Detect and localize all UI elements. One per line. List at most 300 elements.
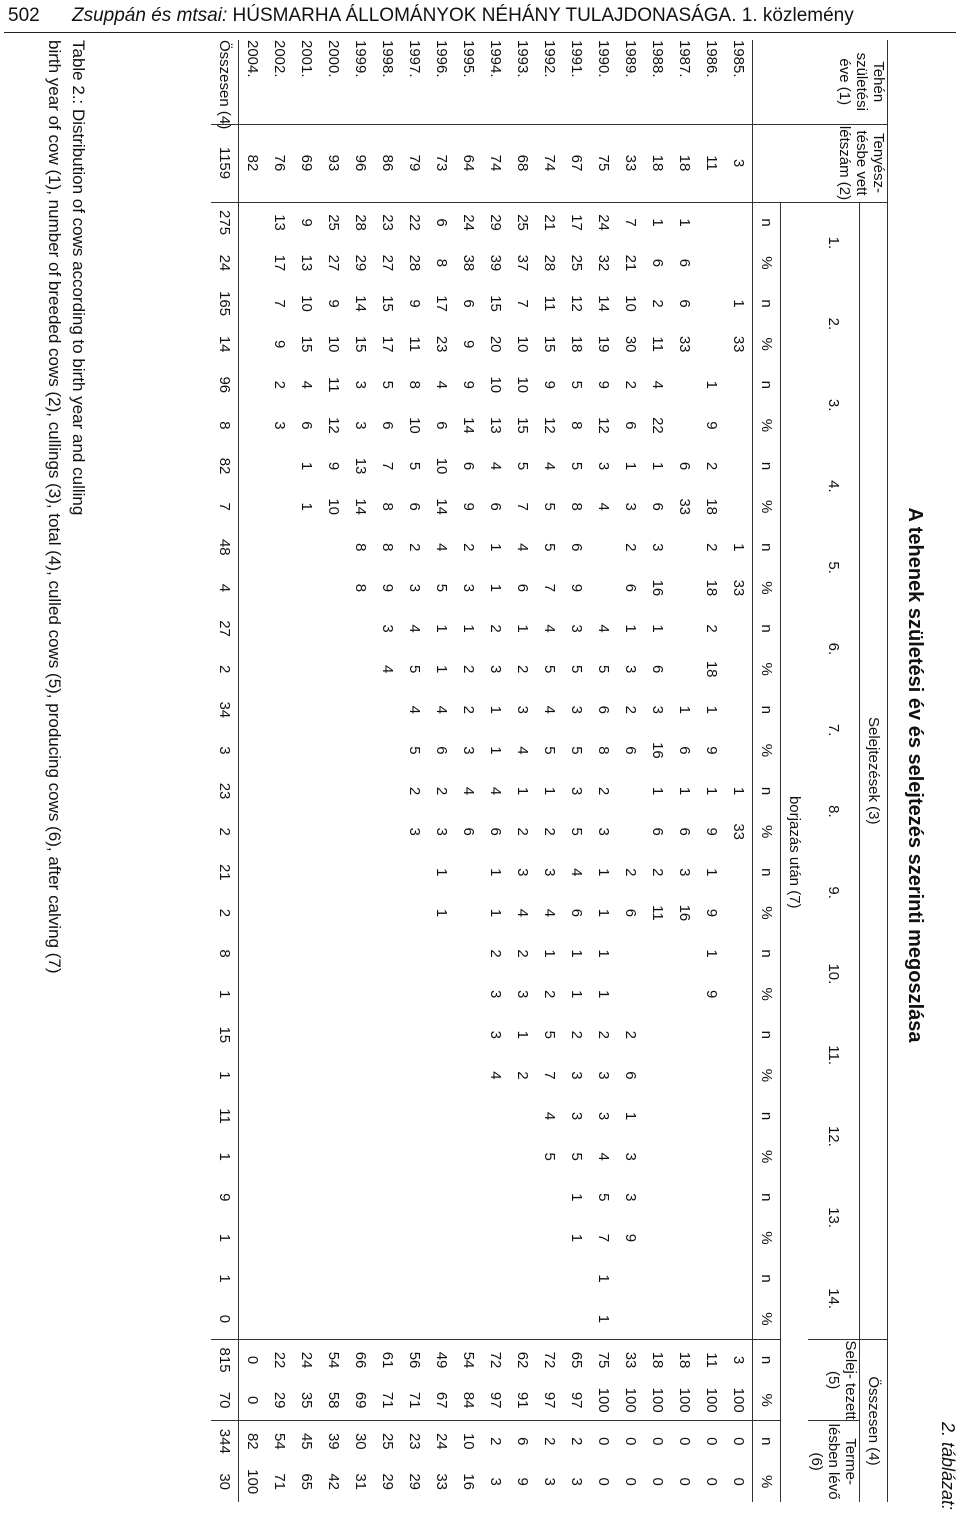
table-cell: [671, 933, 698, 974]
table-cell: 29: [271, 1391, 288, 1409]
table-cell: [725, 649, 753, 690]
table-cell: 6: [676, 827, 693, 836]
table-cell: [671, 527, 698, 568]
table-cell: 4: [541, 705, 558, 714]
table-cell: [320, 1299, 347, 1340]
table-cell: 82: [239, 124, 267, 202]
table-cell: 9: [379, 583, 396, 593]
table-cell: [455, 1177, 482, 1218]
table-cell: 8: [568, 502, 585, 511]
table-cell: 9: [271, 340, 288, 349]
table-cell: 4: [595, 502, 612, 511]
header-pct: %: [753, 243, 781, 284]
table-cell: 2: [568, 1030, 585, 1039]
table-cell: [536, 1177, 563, 1218]
table-cell: 1: [703, 705, 720, 714]
table-cell: [374, 1015, 401, 1056]
header-n: n: [753, 608, 781, 649]
table-cell: 27: [325, 254, 342, 272]
table-cell: 82: [211, 446, 239, 487]
table-cell: 1: [514, 1030, 531, 1039]
table-cell: 4: [541, 1111, 558, 1121]
table-cell: 14: [460, 417, 477, 434]
table-cell: [455, 852, 482, 893]
table-cell: 3: [622, 1193, 639, 1202]
table-cell: 1: [433, 624, 450, 633]
table-cell: 96: [347, 124, 374, 202]
table-cell: 6: [649, 258, 666, 268]
header-rule: [4, 32, 956, 33]
table-cell: 79: [401, 124, 428, 202]
table-cell: 19: [595, 335, 612, 353]
table-cell: 15: [514, 417, 531, 434]
table-row: [428, 40, 455, 1502]
table-cell: [320, 608, 347, 649]
table-cell: [509, 1218, 536, 1259]
table-cell: [536, 1299, 563, 1340]
table-cell: [725, 243, 753, 284]
header-pct: %: [753, 1299, 781, 1340]
table-cell: 15: [541, 335, 558, 353]
table-cell: 29: [487, 214, 504, 231]
table-cell: 1: [568, 1233, 585, 1243]
table-cell: 5: [541, 746, 558, 755]
table-cell: 7: [211, 486, 239, 527]
table-cell: 100: [676, 1387, 693, 1413]
table-cell: [293, 1096, 320, 1137]
table-cell: [239, 1299, 267, 1340]
table-cell: 6: [649, 827, 666, 836]
table-cell: [293, 1015, 320, 1056]
table-cell: [617, 811, 644, 852]
table-cell: 6: [460, 461, 477, 471]
running-title-authors: Zsuppán és mtsai:: [72, 5, 228, 26]
table-cell: 6: [460, 299, 477, 308]
table-cell: [644, 1258, 671, 1299]
table-cell: 100: [730, 1387, 747, 1413]
table-cell: [347, 730, 374, 771]
table-cell: 1: [730, 543, 747, 552]
table-cell: [374, 1136, 401, 1177]
table-cell: 25: [568, 254, 585, 272]
table-cell: 31: [352, 1473, 369, 1491]
table-cell: [293, 974, 320, 1015]
table-cell: 96: [211, 365, 239, 406]
table-cell: 0: [644, 1421, 671, 1462]
header-breeded: Tenyész- tésbe vett létszám (2): [808, 124, 888, 202]
table-cell: [266, 811, 293, 852]
table-cell: 2: [622, 1030, 639, 1039]
table-cell: 5: [514, 461, 531, 471]
table-cell: [347, 1096, 374, 1137]
table-cell: 5: [406, 665, 423, 674]
table-cell: 4: [595, 624, 612, 633]
table-cell: 3: [568, 1071, 585, 1080]
table-cell: 7: [595, 1233, 612, 1243]
table-row: [725, 40, 753, 1502]
row-label: 1987.: [676, 40, 693, 78]
table-cell: 9: [703, 990, 720, 999]
table-cell: 4: [379, 665, 396, 674]
table-cell: 24: [595, 214, 612, 231]
table-cell: [239, 771, 267, 812]
table-cell: [671, 1015, 698, 1056]
table-cell: [239, 852, 267, 893]
table-cell: 1: [730, 299, 747, 308]
table-cell: 1: [649, 624, 666, 633]
table-cell: 4: [211, 568, 239, 609]
table-cell: 6: [433, 218, 450, 227]
table-cell: 4: [568, 868, 585, 877]
table-row: [482, 40, 509, 1502]
table-cell: 1: [211, 974, 239, 1015]
table-cell: 1: [514, 786, 531, 796]
table-cell: [347, 608, 374, 649]
table-cell: [698, 1299, 725, 1340]
table-cell: [455, 1136, 482, 1177]
table-cell: 1: [703, 786, 720, 796]
table-cell: 1: [676, 218, 693, 227]
table-cell: 2: [211, 893, 239, 934]
table-cell: 3: [725, 124, 753, 202]
table-cell: 71: [379, 1391, 396, 1409]
table-cell: [347, 1258, 374, 1299]
table-cell: 5: [568, 746, 585, 755]
table-cell: [455, 1055, 482, 1096]
table-cell: [509, 1096, 536, 1137]
table-cell: [374, 1299, 401, 1340]
table-cell: [320, 690, 347, 731]
table-cell: [239, 446, 267, 487]
table-cell: 1: [487, 868, 504, 877]
table-cell: 0: [671, 1421, 698, 1462]
table-cell: 15: [352, 335, 369, 353]
table-cell: [347, 1136, 374, 1177]
table-cell: 48: [211, 527, 239, 568]
table-cell: [293, 527, 320, 568]
table-cell: [698, 324, 725, 365]
table-cell: 3: [487, 1030, 504, 1039]
table-cell: [347, 974, 374, 1015]
table-cell: 15: [379, 295, 396, 312]
table-cell: [725, 486, 753, 527]
table-cell: 165: [211, 283, 239, 324]
table-cell: [482, 1218, 509, 1259]
table-cell: 6: [676, 299, 693, 308]
table-cell: 69: [293, 124, 320, 202]
cow-distribution-table: [211, 40, 888, 1502]
table-cell: 5: [541, 502, 558, 511]
table-cell: [374, 811, 401, 852]
table-cell: [293, 933, 320, 974]
table-cell: 3: [460, 746, 477, 755]
table-cell: [725, 893, 753, 934]
table-cell: 54: [320, 1340, 347, 1381]
table-cell: [428, 1177, 455, 1218]
table-cell: [563, 1258, 590, 1299]
table-cell: [347, 1299, 374, 1340]
row-label: 1988.: [649, 40, 666, 78]
table-cell: 18: [671, 124, 698, 202]
table-cell: 12: [325, 417, 342, 434]
table-cell: 15: [298, 335, 315, 353]
rotated-table-block: [3, 40, 958, 1510]
table-cell: 39: [320, 1421, 347, 1462]
table-cell: 66: [347, 1340, 374, 1381]
table-cell: 6: [649, 665, 666, 674]
table-cell: 18: [644, 124, 671, 202]
table-cell: [266, 933, 293, 974]
table-cell: 10: [455, 1421, 482, 1462]
table-cell: 6: [298, 421, 315, 430]
table-cell: [293, 852, 320, 893]
table-cell: [320, 730, 347, 771]
table-cell: [617, 771, 644, 812]
table-cell: [671, 1258, 698, 1299]
table-cell: [617, 1299, 644, 1340]
table-cell: 14: [595, 295, 612, 312]
table-cell: [374, 730, 401, 771]
table-cell: [320, 1218, 347, 1259]
table-row: [374, 40, 401, 1502]
table-cell: 3: [676, 868, 693, 877]
table-cell: 62: [509, 1340, 536, 1381]
table-cell: [266, 1258, 293, 1299]
table-cell: [239, 202, 267, 243]
header-lactation-6: 6.: [825, 642, 842, 656]
table-cell: 74: [482, 124, 509, 202]
table-cell: [401, 852, 428, 893]
table-cell: 0: [622, 1477, 639, 1486]
table-cell: [293, 730, 320, 771]
row-label: 1997.: [406, 40, 423, 78]
table-cell: 10: [433, 457, 450, 475]
table-cell: [293, 649, 320, 690]
table-cell: 10: [325, 335, 342, 353]
table-cell: 344: [211, 1421, 239, 1462]
table-cell: 9: [568, 583, 585, 593]
table-cell: 9: [703, 827, 720, 836]
table-cell: 54: [455, 1340, 482, 1381]
table-cell: [509, 1177, 536, 1218]
table-cell: [239, 283, 267, 324]
page-header: [0, 0, 960, 30]
table-cell: [401, 893, 428, 934]
table-cell: 2: [622, 705, 639, 714]
table-cell: 5: [568, 827, 585, 836]
table-cell: [671, 1136, 698, 1177]
table-cell: 30: [347, 1421, 374, 1462]
table-cell: 6: [622, 1071, 639, 1080]
table-cell: 2: [563, 1421, 590, 1462]
table-cell: 17: [433, 295, 450, 312]
table-cell: 3: [568, 786, 585, 796]
table-row: [347, 40, 374, 1502]
table-cell: [347, 690, 374, 731]
table-cell: 1: [487, 543, 504, 552]
header-n: n: [753, 771, 781, 812]
header-pct: %: [753, 324, 781, 365]
table-cell: [725, 1258, 753, 1299]
table-cell: [725, 852, 753, 893]
table-cell: 5: [541, 1152, 558, 1161]
table-cell: 10: [325, 498, 342, 516]
table-cell: [293, 1055, 320, 1096]
table-cell: [374, 1055, 401, 1096]
table-cell: 9: [622, 1233, 639, 1243]
table-row: [536, 40, 563, 1502]
table-cell: 21: [541, 214, 558, 231]
table-cell: [401, 974, 428, 1015]
header-pct: %: [753, 974, 781, 1015]
caption-line-2: birth year of cow (1), number of breeded cows (2), cullings (3), total (4), culled cows (5), producing cows (6), after calving (7): [45, 40, 64, 974]
table-cell: 3: [595, 827, 612, 836]
table-cell: 1: [622, 624, 639, 633]
table-cell: 4: [595, 1152, 612, 1161]
table-cell: 45: [293, 1421, 320, 1462]
table-cell: 13: [487, 417, 504, 434]
table-cell: 9: [703, 746, 720, 755]
table-cell: 24: [428, 1421, 455, 1462]
row-label: 1994.: [487, 40, 504, 78]
table-cell: [266, 1096, 293, 1137]
header-total: Összesen (4): [860, 1340, 888, 1503]
header-n: n: [753, 202, 781, 243]
table-caption: [42, 40, 90, 1510]
table-cell: 5: [433, 583, 450, 593]
table-cell: 0: [239, 1340, 267, 1381]
table-cell: [293, 690, 320, 731]
table-cell: 25: [325, 214, 342, 231]
header-n: n: [753, 527, 781, 568]
table-cell: [374, 974, 401, 1015]
table-cell: 8: [352, 543, 369, 552]
table-cell: 2: [703, 543, 720, 552]
header-pct: %: [753, 1055, 781, 1096]
table-label: 2. táblázat:: [938, 1421, 958, 1510]
table-cell: [266, 1218, 293, 1259]
table-cell: 17: [271, 254, 288, 272]
table-cell: 6: [622, 746, 639, 755]
table-cell: 2: [622, 380, 639, 389]
table-cell: 2: [514, 827, 531, 836]
header-cullings: Selejtezések (3): [860, 202, 888, 1340]
row-label: 2002.: [271, 40, 288, 78]
table-cell: 9: [211, 1177, 239, 1218]
header-n: n: [753, 1258, 781, 1299]
table-cell: [563, 1299, 590, 1340]
table-cell: [725, 1015, 753, 1056]
table-cell: 4: [406, 705, 423, 714]
table-cell: 3: [514, 705, 531, 714]
table-cell: 3: [622, 502, 639, 511]
table-cell: [590, 568, 617, 609]
table-cell: 1: [211, 1136, 239, 1177]
table-cell: 4: [541, 908, 558, 918]
table-cell: 76: [266, 124, 293, 202]
table-row: [509, 40, 536, 1502]
table-cell: [455, 933, 482, 974]
table-cell: 13: [352, 457, 369, 475]
table-cell: [401, 1096, 428, 1137]
table-cell: 30: [211, 1461, 239, 1502]
table-cell: 28: [541, 254, 558, 272]
table-cell: [455, 1096, 482, 1137]
table-cell: [239, 243, 267, 284]
table-cell: 35: [298, 1391, 315, 1409]
table-cell: [698, 1218, 725, 1259]
table-cell: 1: [676, 786, 693, 796]
table-cell: 1: [433, 665, 450, 674]
table-row: [617, 40, 644, 1502]
table-cell: 2: [622, 868, 639, 877]
row-label: 1986.: [703, 40, 720, 78]
table-cell: 21: [622, 254, 639, 272]
table-cell: [428, 1096, 455, 1137]
table-cell: [482, 1096, 509, 1137]
table-cell: [725, 933, 753, 974]
table-cell: [671, 649, 698, 690]
running-title: [72, 5, 854, 27]
table-cell: 4: [514, 543, 531, 552]
header-lactation-11: 11.: [825, 1045, 842, 1065]
table-cell: 17: [568, 214, 585, 231]
table-cell: 3: [514, 868, 531, 877]
table-cell: [239, 568, 267, 609]
table-cell: 5: [568, 1152, 585, 1161]
table-cell: [239, 1258, 267, 1299]
table-cell: 1: [595, 908, 612, 918]
table-cell: [671, 568, 698, 609]
table-cell: 6: [406, 502, 423, 511]
table-cell: 1: [541, 949, 558, 958]
table-cell: [536, 1258, 563, 1299]
table-cell: [428, 1218, 455, 1259]
table-cell: 3: [649, 543, 666, 552]
table-cell: 5: [541, 665, 558, 674]
table-cell: 10: [298, 295, 315, 312]
table-cell: 6: [514, 583, 531, 593]
table-cell: 9: [703, 421, 720, 430]
table-cell: [320, 1096, 347, 1137]
table-cell: 18: [671, 1340, 698, 1381]
table-cell: [293, 893, 320, 934]
table-cell: 4: [649, 380, 666, 389]
table-cell: 64: [455, 124, 482, 202]
table-cell: 1: [487, 746, 504, 755]
table-cell: [347, 1015, 374, 1056]
table-row: [320, 40, 347, 1502]
table-cell: [428, 1015, 455, 1056]
table-cell: [266, 486, 293, 527]
table-cell: 2: [211, 649, 239, 690]
table-cell: 3: [514, 990, 531, 999]
table-cell: 6: [676, 746, 693, 755]
table-cell: 33: [676, 498, 693, 516]
table-cell: 33: [730, 823, 747, 841]
table-cell: [239, 1015, 267, 1056]
table-cell: 14: [352, 295, 369, 312]
table-cell: [239, 1177, 267, 1218]
table-cell: 9: [460, 340, 477, 349]
table-cell: 8: [433, 258, 450, 268]
table-cell: 23: [379, 214, 396, 231]
table-cell: 16: [649, 742, 666, 759]
table-cell: 22: [406, 214, 423, 231]
table-cell: 3: [406, 583, 423, 593]
table-cell: [644, 1136, 671, 1177]
table-cell: 9: [406, 299, 423, 308]
